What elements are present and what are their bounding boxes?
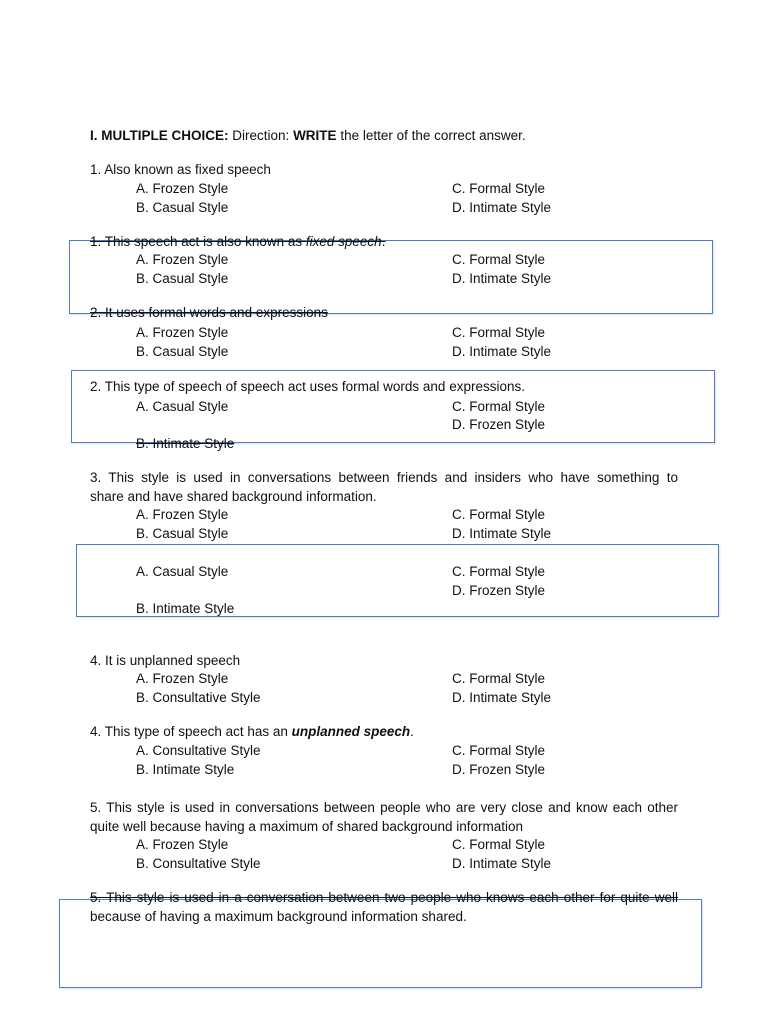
q5-option-a: A. Frozen Style [136,837,229,852]
q2-revised-option-b: B. Intimate Style [136,436,235,451]
q1-revised-option-b: B. Casual Style [136,271,229,286]
q2-option-b: B. Casual Style [136,344,229,359]
q3-revised-option-b: B. Intimate Style [136,601,235,616]
q3-revised-option-a: A. Casual Style [136,564,229,579]
q3-revised-option-c: C. Formal Style [452,564,546,579]
q4-revised-option-d: D. Frozen Style [452,762,546,777]
q4-option-d: D. Intimate Style [452,690,552,705]
q3-option-d: D. Intimate Style [452,526,552,541]
q1-revised-stem-text: 1. This speech act is also known as [90,234,306,249]
q3-option-c: C. Formal Style [452,507,546,522]
q5-revised-stem-line2: because of having a maximum background information shared. [90,909,467,924]
direction-label: Direction: [232,128,290,143]
q2-revised-option-a: A. Casual Style [136,399,229,414]
q4-revised-stem-text: 4. This type of speech act has an [90,724,292,739]
q4-revised-stem-end: . [410,724,414,739]
q1-option-d: D. Intimate Style [452,200,552,215]
q2-option-d: D. Intimate Style [452,344,552,359]
q4-option-a: A. Frozen Style [136,671,229,686]
section-title: I. MULTIPLE CHOICE: [90,128,229,143]
q3-stem-line2: share and have shared background information. [90,489,377,504]
q1-revised-stem [90,233,385,250]
q1-revised-stem-emphasis: fixed speech [305,234,382,249]
q1-option-a: A. Frozen Style [136,181,229,196]
q1-option-c: C. Formal Style [452,181,546,196]
q4-revised-option-c: C. Formal Style [452,743,546,758]
q2-revised-option-d: D. Frozen Style [452,417,546,432]
q3-revised-option-d: D. Frozen Style [452,583,546,598]
q5-stem-line1: 5. This style is used in conversations between people who are very close and know each other [90,800,678,815]
q4-option-c: C. Formal Style [452,671,546,686]
q2-revised-stem: 2. This type of speech of speech act uses formal words and expressions. [90,379,525,394]
q3-stem-line1: 3. This style is used in conversations between friends and insiders who have something to [90,470,678,485]
q5-stem-line2: quite well because having a maximum of shared background information [90,819,523,834]
q3-option-b: B. Casual Style [136,526,229,541]
direction-text: the letter of the correct answer. [340,128,526,143]
q4-stem: 4. It is unplanned speech [90,653,241,668]
q5-revised-stem-line1: 5. This style is used in a conversation between two people who knows each other for quite well [90,890,678,905]
q4-revised-stem [90,723,414,740]
q2-option-a: A. Frozen Style [136,325,229,340]
q2-revised-option-c: C. Formal Style [452,399,546,414]
q1-revised-stem-end: . [381,234,386,249]
q1-revised-option-d: D. Intimate Style [452,271,552,286]
q2-stem: 2. It uses formal words and expressions [90,305,328,320]
q4-revised-option-b: B. Intimate Style [136,762,235,777]
q4-revised-stem-emphasis: unplanned speech [291,724,411,739]
q4-option-b: B. Consultative Style [136,690,261,705]
q5-option-d: D. Intimate Style [452,856,552,871]
direction-write: WRITE [293,128,337,143]
q1-revised-option-c: C. Formal Style [452,252,546,267]
section-header [90,127,526,144]
q3-option-a: A. Frozen Style [136,507,229,522]
q2-option-c: C. Formal Style [452,325,546,340]
q5-option-b: B. Consultative Style [136,856,261,871]
q1-stem: 1. Also known as fixed speech [90,162,271,177]
q4-revised-option-a: A. Consultative Style [136,743,261,758]
q1-option-b: B. Casual Style [136,200,229,215]
q1-revised-option-a: A. Frozen Style [136,252,229,267]
q5-option-c: C. Formal Style [452,837,546,852]
